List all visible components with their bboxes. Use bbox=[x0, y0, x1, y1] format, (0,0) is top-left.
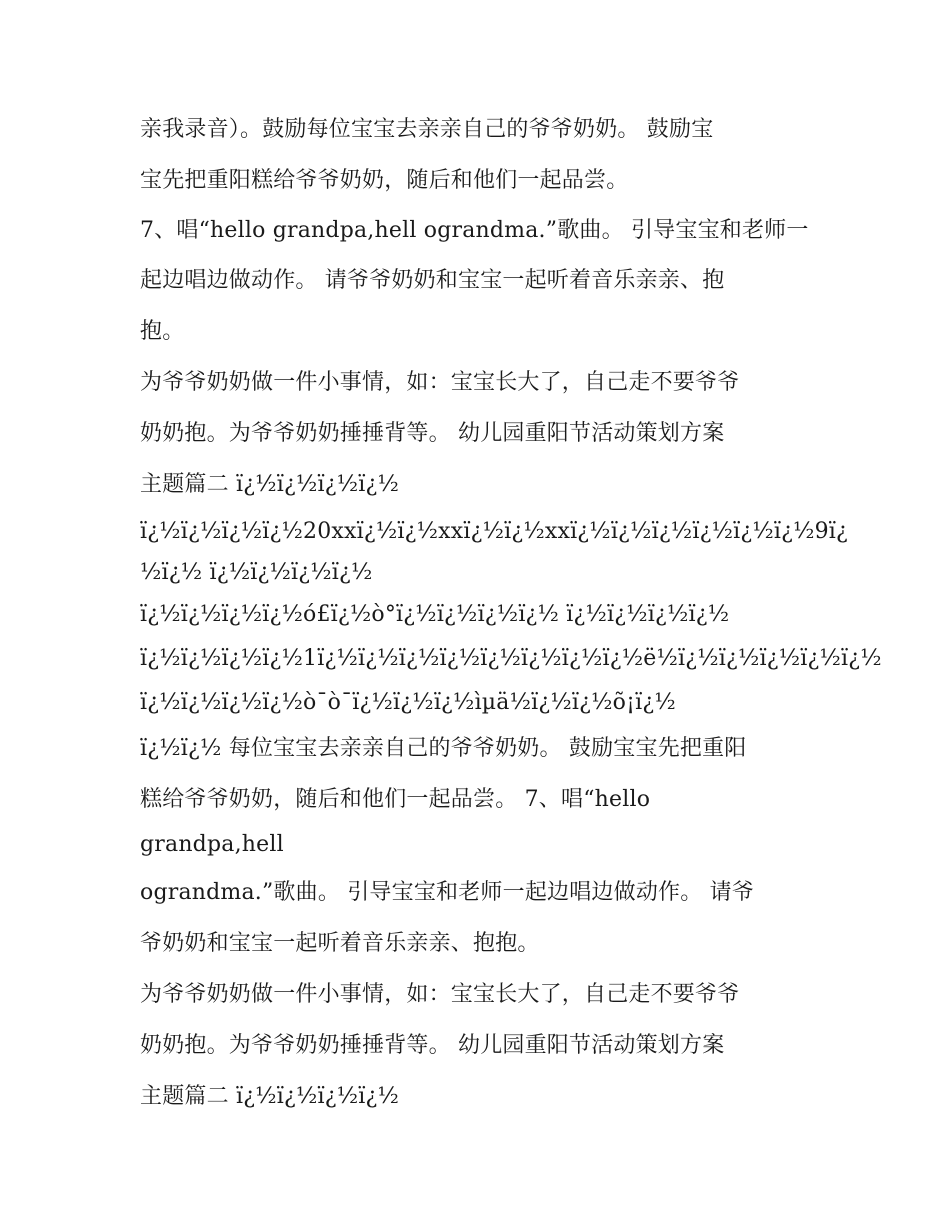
text-line: 起边唱边做动作。 请爷爷奶奶和宝宝一起听着音乐亲亲、抱 bbox=[140, 268, 725, 293]
text-line: ï¿½ï¿½ï¿½ï¿½ó£ï¿½ò°ï¿½ï¿½ï¿½ï¿½ ï¿½ï¿½ï¿½ï¿½ bbox=[140, 602, 730, 627]
text-line: ï¿½ï¿½ï¿½ï¿½1ï¿½ï¿½ï¿½ï¿½ï¿½ï¿½ï¿½ï¿½ë½ï¿½ï¿½ï¿½ï¿½ï¿½ bbox=[140, 646, 882, 671]
text-line: 7、唱“hello grandpa,hell ograndma.”歌曲。 引导宝宝和老师一 bbox=[140, 218, 809, 243]
text-line: 爷奶奶和宝宝一起听着音乐亲亲、抱抱。 bbox=[140, 931, 540, 956]
text-line: 主题篇二 ï¿½ï¿½ï¿½ï¿½ bbox=[140, 472, 400, 497]
text-line: 宝先把重阳糕给爷爷奶奶，随后和他们一起品尝。 bbox=[140, 168, 629, 193]
text-line: 为爷爷奶奶做一件小事情，如：宝宝长大了，自己走不要爷爷 bbox=[140, 370, 740, 395]
text-line: 奶奶抱。为爷爷奶奶捶捶背等。 幼儿园重阳节活动策划方案 bbox=[140, 421, 725, 446]
text-line: 亲我录音）。鼓励每位宝宝去亲亲自己的爷爷奶奶。 鼓励宝 bbox=[140, 117, 714, 142]
text-line: 奶奶抱。为爷爷奶奶捶捶背等。 幼儿园重阳节活动策划方案 bbox=[140, 1033, 725, 1058]
text-line: ï¿½ï¿½ï¿½ï¿½20xxï¿½ï¿½xxï¿½ï¿½xxï¿½ï¿½ï¿½ï¿½ï¿½ï¿½9ï¿ bbox=[140, 519, 849, 544]
text-line: ½ï¿½ ï¿½ï¿½ï¿½ï¿½ bbox=[140, 560, 373, 585]
text-line: grandpa,hell bbox=[140, 832, 284, 857]
text-line: 主题篇二 ï¿½ï¿½ï¿½ï¿½ bbox=[140, 1084, 400, 1109]
text-line: 抱。 bbox=[140, 319, 185, 344]
text-line: ï¿½ï¿½ 每位宝宝去亲亲自己的爷爷奶奶。 鼓励宝宝先把重阳 bbox=[140, 736, 747, 761]
text-line: 糕给爷爷奶奶，随后和他们一起品尝。 7、唱“hello bbox=[140, 787, 651, 812]
text-line: ï¿½ï¿½ï¿½ï¿½ò¯ò¯ï¿½ï¿½ï¿½ìµä½ï¿½ï¿½õ¡ï¿½ bbox=[140, 690, 676, 715]
text-line: ograndma.”歌曲。 引导宝宝和老师一起边唱边做动作。 请爷 bbox=[140, 880, 755, 905]
text-line: 为爷爷奶奶做一件小事情，如：宝宝长大了，自己走不要爷爷 bbox=[140, 982, 740, 1007]
